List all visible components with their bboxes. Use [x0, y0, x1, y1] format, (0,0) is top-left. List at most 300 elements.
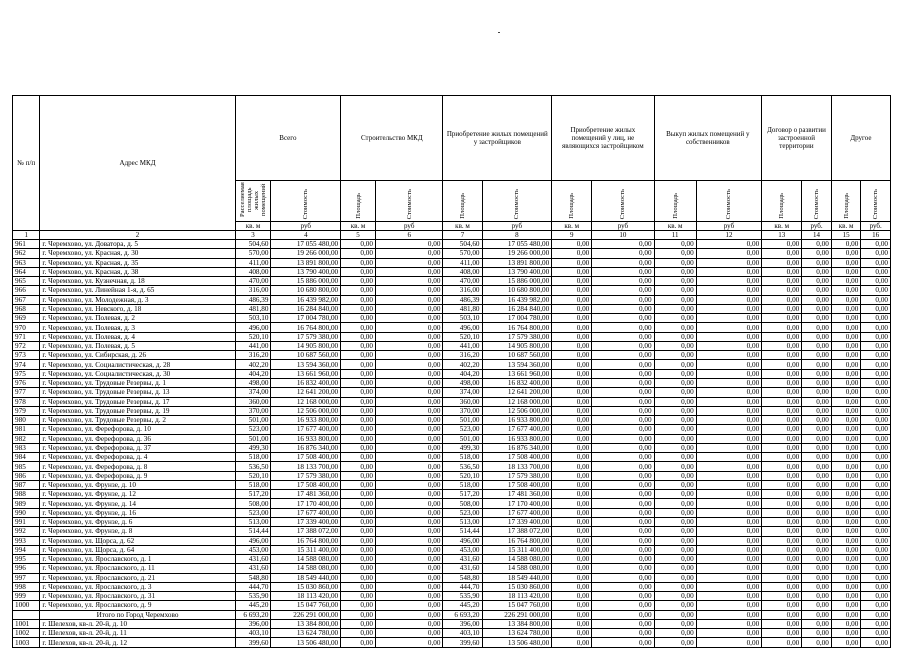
buyout-area: 0,00	[654, 295, 696, 304]
total-cost: 17 579 380,00	[271, 471, 341, 480]
territory-area: 0,00	[762, 490, 802, 499]
developer-cost: 17 579 380,00	[482, 332, 552, 341]
construction-area: 0,00	[341, 323, 376, 332]
total-area: 445,20	[235, 601, 271, 610]
developer-cost: 17 004 780,00	[482, 314, 552, 323]
total-area: 513,00	[235, 517, 271, 526]
construction-area: 0,00	[341, 341, 376, 350]
other-cost: 0,00	[861, 610, 891, 619]
non-developer-cost: 0,00	[592, 240, 654, 249]
total-cost: 15 047 760,00	[271, 601, 341, 610]
other-area: 0,00	[831, 592, 861, 601]
row-number: 1002	[13, 629, 40, 638]
column-number: 7	[443, 231, 482, 240]
developer-cost: 17 677 400,00	[482, 508, 552, 517]
buyout-cost: 0,00	[696, 453, 761, 462]
non-developer-area: 0,00	[552, 471, 592, 480]
total-area: 504,60	[235, 240, 271, 249]
territory-area: 0,00	[762, 277, 802, 286]
developer-cost: 17 579 380,00	[482, 471, 552, 480]
subheader-area	[654, 181, 696, 222]
non-developer-area: 0,00	[552, 564, 592, 573]
table-row	[13, 360, 891, 369]
total-area: 453,00	[235, 545, 271, 554]
territory-cost: 0,00	[802, 480, 832, 489]
territory-area: 0,00	[762, 638, 802, 647]
buyout-area: 0,00	[654, 536, 696, 545]
construction-area: 0,00	[341, 378, 376, 387]
developer-cost: 14 588 080,00	[482, 555, 552, 564]
column-number: 9	[552, 231, 592, 240]
total-area: 520,10	[235, 471, 271, 480]
buyout-cost: 0,00	[696, 323, 761, 332]
territory-cost: 0,00	[802, 406, 832, 415]
territory-area: 0,00	[762, 388, 802, 397]
developer-cost: 18 549 440,00	[482, 573, 552, 582]
territory-cost: 0,00	[802, 638, 832, 647]
total-area: 370,00	[235, 406, 271, 415]
other-area: 0,00	[831, 462, 861, 471]
row-address: г. Черемхово, ул. Трудовые Резервы, д. 1	[40, 378, 235, 387]
developer-cost: 17 170 400,00	[482, 499, 552, 508]
non-developer-cost: 0,00	[592, 332, 654, 341]
total-cost: 14 905 800,00	[271, 341, 341, 350]
unit-label: кв. м	[654, 222, 696, 231]
other-cost: 0,00	[861, 629, 891, 638]
total-area: 431,60	[235, 564, 271, 573]
developer-area: 498,00	[443, 378, 482, 387]
table-row	[13, 443, 891, 452]
territory-cost: 0,00	[802, 536, 832, 545]
total-area: 444,70	[235, 582, 271, 591]
table-row	[13, 388, 891, 397]
table-row	[13, 490, 891, 499]
row-address: г. Черемхово, ул. Трудовые Резервы, д. 2	[40, 416, 235, 425]
developer-area: 316,20	[443, 351, 482, 360]
total-cost: 13 506 480,00	[271, 638, 341, 647]
other-cost: 0,00	[861, 564, 891, 573]
territory-cost: 0,00	[802, 416, 832, 425]
other-cost: 0,00	[861, 582, 891, 591]
developer-cost: 13 506 480,00	[482, 638, 552, 647]
construction-area: 0,00	[341, 601, 376, 610]
row-number: 989	[13, 499, 40, 508]
developer-area: 570,00	[443, 249, 482, 258]
other-area: 0,00	[831, 341, 861, 350]
column-number: 15	[831, 231, 861, 240]
other-area: 0,00	[831, 416, 861, 425]
unit-label: кв. м	[831, 222, 861, 231]
subheader-label: Стоимость	[619, 188, 627, 219]
subheader-label: Площадь	[568, 193, 576, 219]
total-area: 496,00	[235, 536, 271, 545]
other-cost: 0,00	[861, 545, 891, 554]
buyout-cost: 0,00	[696, 369, 761, 378]
territory-area: 0,00	[762, 480, 802, 489]
non-developer-area: 0,00	[552, 629, 592, 638]
territory-cost: 0,00	[802, 564, 832, 573]
header-group: Приобретение жилых помещений у лиц, не являющихся застройщиком	[552, 96, 654, 181]
row-number: 998	[13, 582, 40, 591]
territory-cost: 0,00	[802, 443, 832, 452]
buyout-cost: 0,00	[696, 592, 761, 601]
unit-label: руб	[696, 222, 761, 231]
other-area: 0,00	[831, 619, 861, 628]
table-row	[13, 258, 891, 267]
other-cost: 0,00	[861, 425, 891, 434]
developer-area: 411,00	[443, 258, 482, 267]
row-number: 993	[13, 536, 40, 545]
buyout-cost: 0,00	[696, 508, 761, 517]
other-cost: 0,00	[861, 351, 891, 360]
total-area: 404,20	[235, 369, 271, 378]
other-cost: 0,00	[861, 573, 891, 582]
developer-area: 520,10	[443, 332, 482, 341]
total-cost: 17 388 072,00	[271, 527, 341, 536]
row-address: г. Черемхово, ул. Ферефорова, д. 9	[40, 471, 235, 480]
construction-area: 0,00	[341, 555, 376, 564]
non-developer-area: 0,00	[552, 332, 592, 341]
developer-cost: 12 641 200,00	[482, 388, 552, 397]
developer-cost: 10 680 800,00	[482, 286, 552, 295]
non-developer-cost: 0,00	[592, 545, 654, 554]
construction-area: 0,00	[341, 619, 376, 628]
construction-cost: 0,00	[375, 258, 443, 267]
other-cost: 0,00	[861, 304, 891, 313]
total-area: 470,00	[235, 277, 271, 286]
other-cost: 0,00	[861, 388, 891, 397]
buyout-area: 0,00	[654, 323, 696, 332]
developer-cost: 17 481 360,00	[482, 490, 552, 499]
non-developer-area: 0,00	[552, 397, 592, 406]
total-area: 316,00	[235, 286, 271, 295]
other-cost: 0,00	[861, 462, 891, 471]
other-cost: 0,00	[861, 341, 891, 350]
developer-cost: 15 047 760,00	[482, 601, 552, 610]
total-cost: 18 133 700,00	[271, 462, 341, 471]
total-cost: 12 168 000,00	[271, 397, 341, 406]
territory-cost: 0,00	[802, 369, 832, 378]
developer-area: 501,00	[443, 434, 482, 443]
subheader-label: Стоимость	[302, 188, 310, 219]
row-address: Итого по Город Черемхово	[40, 610, 235, 619]
other-cost: 0,00	[861, 323, 891, 332]
other-area: 0,00	[831, 314, 861, 323]
row-address: г. Черемхово, ул. Фрунзе, д. 10	[40, 480, 235, 489]
non-developer-area: 0,00	[552, 443, 592, 452]
developer-cost: 12 168 000,00	[482, 397, 552, 406]
buyout-cost: 0,00	[696, 360, 761, 369]
construction-cost: 0,00	[375, 499, 443, 508]
row-address: г. Черемхово, ул. Щорса, д. 62	[40, 536, 235, 545]
buyout-area: 0,00	[654, 416, 696, 425]
construction-area: 0,00	[341, 295, 376, 304]
construction-area: 0,00	[341, 453, 376, 462]
column-number: 5	[341, 231, 376, 240]
territory-area: 0,00	[762, 443, 802, 452]
other-area: 0,00	[831, 443, 861, 452]
row-address: г. Черемхово, ул. Невского, д. 18	[40, 304, 235, 313]
developer-area: 496,00	[443, 323, 482, 332]
other-cost: 0,00	[861, 249, 891, 258]
other-area: 0,00	[831, 573, 861, 582]
unit-label: руб	[482, 222, 552, 231]
scan-speck	[498, 32, 500, 33]
developer-area: 441,00	[443, 341, 482, 350]
total-cost: 13 661 960,00	[271, 369, 341, 378]
non-developer-area: 0,00	[552, 582, 592, 591]
territory-area: 0,00	[762, 378, 802, 387]
total-area: 431,60	[235, 555, 271, 564]
table-row	[13, 434, 891, 443]
unit-label: руб	[375, 222, 443, 231]
non-developer-cost: 0,00	[592, 360, 654, 369]
developer-cost: 226 291 000,00	[482, 610, 552, 619]
buyout-cost: 0,00	[696, 527, 761, 536]
construction-cost: 0,00	[375, 638, 443, 647]
territory-cost: 0,00	[802, 517, 832, 526]
other-area: 0,00	[831, 323, 861, 332]
non-developer-area: 0,00	[552, 490, 592, 499]
territory-area: 0,00	[762, 592, 802, 601]
total-cost: 17 677 400,00	[271, 425, 341, 434]
construction-area: 0,00	[341, 582, 376, 591]
total-cost: 14 588 080,00	[271, 555, 341, 564]
subheader-cost	[696, 181, 761, 222]
non-developer-area: 0,00	[552, 406, 592, 415]
other-area: 0,00	[831, 508, 861, 517]
territory-area: 0,00	[762, 564, 802, 573]
buyout-area: 0,00	[654, 508, 696, 517]
buyout-area: 0,00	[654, 240, 696, 249]
total-cost: 13 624 780,00	[271, 629, 341, 638]
developer-area: 523,00	[443, 508, 482, 517]
row-address: г. Черемхово, ул. Красная, д. 30	[40, 249, 235, 258]
territory-area: 0,00	[762, 508, 802, 517]
other-area: 0,00	[831, 536, 861, 545]
territory-cost: 0,00	[802, 258, 832, 267]
construction-cost: 0,00	[375, 517, 443, 526]
non-developer-area: 0,00	[552, 240, 592, 249]
total-cost: 13 594 360,00	[271, 360, 341, 369]
header-group: Другое	[831, 96, 890, 181]
non-developer-cost: 0,00	[592, 629, 654, 638]
row-number: 962	[13, 249, 40, 258]
subheader-area	[235, 181, 271, 222]
subheader-cost	[861, 181, 891, 222]
row-address: г. Шелехов, кв-л. 20-й, д. 10	[40, 619, 235, 628]
row-address: г. Черемхово, ул. Ферефорова, д. 37	[40, 443, 235, 452]
non-developer-cost: 0,00	[592, 471, 654, 480]
subheader-label: Стоимость	[872, 188, 880, 219]
non-developer-area: 0,00	[552, 592, 592, 601]
non-developer-area: 0,00	[552, 341, 592, 350]
territory-area: 0,00	[762, 499, 802, 508]
buyout-area: 0,00	[654, 267, 696, 276]
developer-area: 501,00	[443, 416, 482, 425]
buyout-cost: 0,00	[696, 240, 761, 249]
table-row	[13, 564, 891, 573]
developer-area: 404,20	[443, 369, 482, 378]
unit-label: кв. м	[235, 222, 271, 231]
buyout-cost: 0,00	[696, 499, 761, 508]
construction-cost: 0,00	[375, 388, 443, 397]
subheader-cost	[592, 181, 654, 222]
subheader-area	[341, 181, 376, 222]
subheader-label: Стоимость	[813, 188, 821, 219]
total-cost: 17 677 400,00	[271, 508, 341, 517]
other-area: 0,00	[831, 434, 861, 443]
developer-area: 445,20	[443, 601, 482, 610]
territory-cost: 0,00	[802, 425, 832, 434]
construction-area: 0,00	[341, 462, 376, 471]
row-address: г. Черемхово, ул. Фрунзе, д. 14	[40, 499, 235, 508]
territory-cost: 0,00	[802, 388, 832, 397]
territory-area: 0,00	[762, 304, 802, 313]
non-developer-cost: 0,00	[592, 555, 654, 564]
other-cost: 0,00	[861, 453, 891, 462]
total-area: 486,39	[235, 295, 271, 304]
territory-area: 0,00	[762, 453, 802, 462]
territory-area: 0,00	[762, 369, 802, 378]
other-area: 0,00	[831, 471, 861, 480]
developer-cost: 17 388 072,00	[482, 527, 552, 536]
developer-area: 536,50	[443, 462, 482, 471]
territory-area: 0,00	[762, 573, 802, 582]
developer-cost: 13 624 780,00	[482, 629, 552, 638]
non-developer-area: 0,00	[552, 286, 592, 295]
buyout-cost: 0,00	[696, 462, 761, 471]
other-area: 0,00	[831, 369, 861, 378]
buyout-cost: 0,00	[696, 425, 761, 434]
territory-cost: 0,00	[802, 610, 832, 619]
row-address: г. Черемхово, ул. Ферефорова, д. 4	[40, 453, 235, 462]
developer-cost: 13 891 800,00	[482, 258, 552, 267]
developer-cost: 16 832 400,00	[482, 378, 552, 387]
territory-area: 0,00	[762, 434, 802, 443]
table-row	[13, 351, 891, 360]
territory-area: 0,00	[762, 527, 802, 536]
developer-area: 503,10	[443, 314, 482, 323]
non-developer-area: 0,00	[552, 573, 592, 582]
total-cost: 16 439 982,00	[271, 295, 341, 304]
territory-cost: 0,00	[802, 351, 832, 360]
row-number: 973	[13, 351, 40, 360]
non-developer-area: 0,00	[552, 369, 592, 378]
other-cost: 0,00	[861, 517, 891, 526]
non-developer-area: 0,00	[552, 601, 592, 610]
non-developer-area: 0,00	[552, 249, 592, 258]
construction-area: 0,00	[341, 517, 376, 526]
buyout-area: 0,00	[654, 582, 696, 591]
total-area: 403,10	[235, 629, 271, 638]
territory-area: 0,00	[762, 323, 802, 332]
row-number	[13, 610, 40, 619]
row-address: г. Черемхово, ул. Трудовые Резервы, д. 19	[40, 406, 235, 415]
non-developer-area: 0,00	[552, 536, 592, 545]
buyout-area: 0,00	[654, 249, 696, 258]
non-developer-cost: 0,00	[592, 490, 654, 499]
other-cost: 0,00	[861, 314, 891, 323]
developer-area: 514,44	[443, 527, 482, 536]
total-cost: 17 508 400,00	[271, 480, 341, 489]
total-area: 408,00	[235, 267, 271, 276]
table-row	[13, 601, 891, 610]
total-cost: 12 641 200,00	[271, 388, 341, 397]
table-row	[13, 425, 891, 434]
unit-label: кв. м	[552, 222, 592, 231]
non-developer-area: 0,00	[552, 314, 592, 323]
table-row	[13, 314, 891, 323]
construction-cost: 0,00	[375, 545, 443, 554]
other-area: 0,00	[831, 453, 861, 462]
developer-cost: 18 113 420,00	[482, 592, 552, 601]
construction-cost: 0,00	[375, 443, 443, 452]
total-area: 6 693,20	[235, 610, 271, 619]
developer-area: 535,90	[443, 592, 482, 601]
non-developer-area: 0,00	[552, 480, 592, 489]
non-developer-area: 0,00	[552, 499, 592, 508]
developer-area: 399,60	[443, 638, 482, 647]
territory-cost: 0,00	[802, 332, 832, 341]
buyout-area: 0,00	[654, 369, 696, 378]
other-area: 0,00	[831, 610, 861, 619]
buyout-area: 0,00	[654, 610, 696, 619]
buyout-area: 0,00	[654, 360, 696, 369]
non-developer-cost: 0,00	[592, 517, 654, 526]
table-row	[13, 277, 891, 286]
territory-cost: 0,00	[802, 573, 832, 582]
construction-area: 0,00	[341, 638, 376, 647]
other-area: 0,00	[831, 601, 861, 610]
territory-area: 0,00	[762, 416, 802, 425]
construction-cost: 0,00	[375, 397, 443, 406]
row-number: 999	[13, 592, 40, 601]
non-developer-cost: 0,00	[592, 453, 654, 462]
construction-area: 0,00	[341, 490, 376, 499]
row-address: г. Черемхово, ул. Социалистическая, д. 30	[40, 369, 235, 378]
table-row	[13, 323, 891, 332]
row-number: 987	[13, 480, 40, 489]
table-row	[13, 508, 891, 517]
column-number: 6	[375, 231, 443, 240]
developer-area: 520,10	[443, 471, 482, 480]
construction-area: 0,00	[341, 258, 376, 267]
construction-area: 0,00	[341, 480, 376, 489]
non-developer-cost: 0,00	[592, 397, 654, 406]
row-number: 967	[13, 295, 40, 304]
column-number: 12	[696, 231, 761, 240]
row-number: 981	[13, 425, 40, 434]
table-row	[13, 295, 891, 304]
total-area: 411,00	[235, 258, 271, 267]
row-address: г. Черемхово, ул. Ярославского, д. 1	[40, 555, 235, 564]
non-developer-cost: 0,00	[592, 286, 654, 295]
non-developer-cost: 0,00	[592, 434, 654, 443]
developer-area: 431,60	[443, 555, 482, 564]
table-row	[13, 573, 891, 582]
buyout-area: 0,00	[654, 341, 696, 350]
row-number: 996	[13, 564, 40, 573]
subheader-label: Площадь	[354, 193, 362, 219]
non-developer-cost: 0,00	[592, 592, 654, 601]
total-area: 441,00	[235, 341, 271, 350]
territory-cost: 0,00	[802, 619, 832, 628]
total-cost: 18 549 440,00	[271, 573, 341, 582]
buyout-cost: 0,00	[696, 397, 761, 406]
table-row	[13, 453, 891, 462]
column-number: 1	[13, 231, 40, 240]
